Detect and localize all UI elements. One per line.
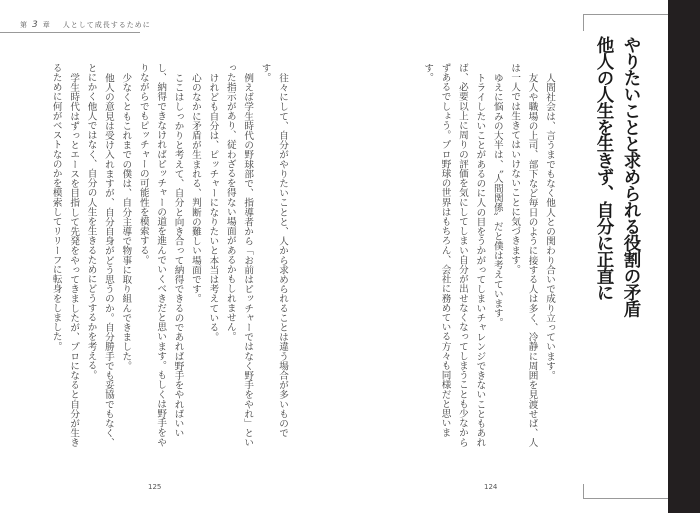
chapter-suffix: 章 <box>42 21 51 29</box>
paragraph: 学生時代はずっとエースを目指して先発をやってきましたが、プロになると自分が生きるために何がベストなのかを模索してリリーフに転身をしました。 <box>50 63 80 447</box>
chapter-prefix: 第 <box>20 21 28 29</box>
paragraph: 往々にして、自分がやりたいことと、人から求められることは違う場合が多いものです。 <box>259 63 288 438</box>
headline-line-2: 他人の人生を生きず、自分に正直に <box>594 36 614 300</box>
headline-line-1: やりたいことと求められる役割の矛盾 <box>621 36 641 317</box>
page-number-left: 125 <box>148 483 162 491</box>
paragraph: 心のなかに矛盾が生まれる、判断の難しい場面です。 <box>189 72 201 303</box>
paragraph: 他人の意見は受け入れますが、自分自身がどう思うのか。自分勝手でも妥協でもなく、とにかく他人ではなく、自分の人生を生きるためにどうするかを考える。 <box>85 63 114 447</box>
page-edge-bar <box>668 0 700 513</box>
paragraph: 少なくともこれまでの僕は、自分主導で物事に取り組んできました。 <box>120 72 132 371</box>
paragraph: けれども自分は、ピッチャーになりたいと本当は考えている。 <box>207 72 219 342</box>
chapter-number: 3 <box>32 20 39 30</box>
right-page-body <box>419 63 558 449</box>
paragraph: トライしたいことがあるのに人の目をうかがってしまいチャレンジできないこともあれば、必要以上に周りの評価を気にしてしまい自分が出せなくなってしまうことも少なからずあるでしょう。プロ野球の世界はもちろん、会社に務めている方々も同様だと思います。 <box>422 63 486 447</box>
chapter-title: 人として成長するために <box>62 21 151 29</box>
paragraph: 人間社会は、言うまでもなく他人との関わり合いで成り立っています。 <box>544 72 555 380</box>
paragraph: 友人や職場の上司、部下など毎日のように接する人は多く、冷静に周囲を見渡せば、人は一人では生きてはいけないことに気づきます。 <box>509 63 538 447</box>
running-head <box>20 20 151 30</box>
headline-bracket-top <box>583 14 669 31</box>
left-page-body <box>47 63 291 449</box>
paragraph: ゆえに悩みの大半は、〝人間関係〟だと僕は考えています。 <box>491 72 503 327</box>
headline-bracket-bottom <box>583 484 669 499</box>
paragraph: 例えば学生時代の野球部で、指導者から「お前はピッチャーではなく野手をやれ」といった指示があり、従わざるを得ない場面があるかもしれません。 <box>224 63 254 447</box>
header-rule <box>0 32 140 33</box>
paragraph: ここはしっかりと考えて、自分と向き合って納得できるのであれば野手をやればいいし、納得できなければピッチャーの道を進んでいくべきだと思います。もしくは野手をやりながらでもピッチャーの可能性を模索する。 <box>137 63 184 447</box>
page-number-right: 124 <box>484 483 498 491</box>
